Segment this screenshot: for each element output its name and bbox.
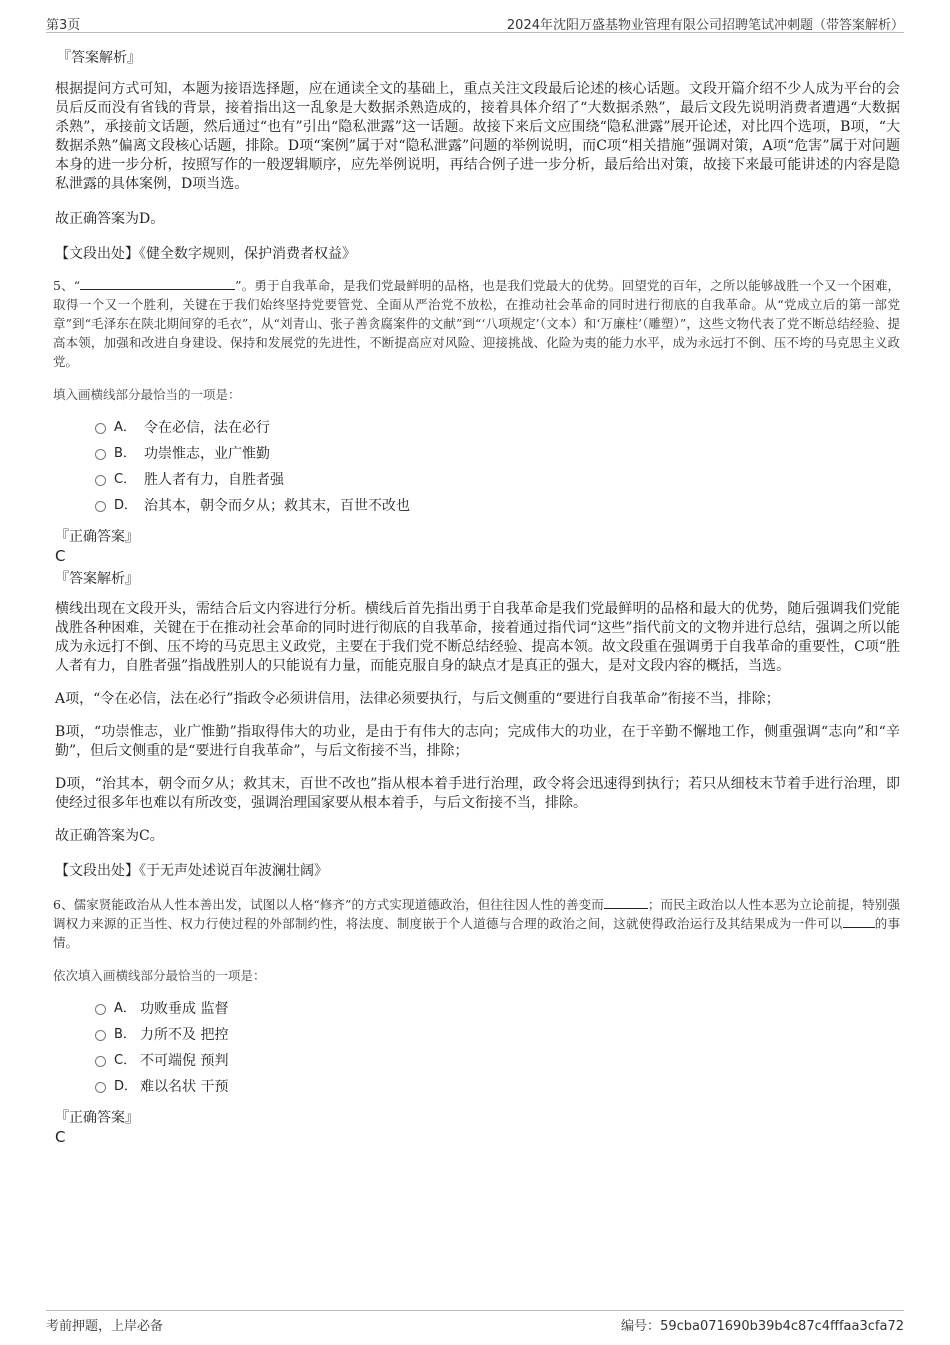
page-number: 第3页 xyxy=(46,18,81,33)
radio-button[interactable] xyxy=(95,1030,106,1041)
code-value: 59cba071690b39b4c87c4fffaa3cfa72 xyxy=(660,1319,904,1334)
code-label: 编号： xyxy=(621,1319,661,1334)
option-text: 令在必信，法在必行 xyxy=(144,420,270,436)
question-5-prefix: 5、“ xyxy=(53,278,81,293)
answer-label: 『正确答案』 xyxy=(55,1110,139,1126)
q5-analysis-paragraph: A项，“令在必信，法在必行”指政令必须讲信用，法律必须要执行，与后文侧重的“要进行自我革命”衔接不当，排除； xyxy=(55,691,780,707)
correct-answer: C xyxy=(55,547,66,565)
q6-option-a[interactable] xyxy=(95,996,900,1022)
analysis-label: 『答案解析』 xyxy=(57,50,141,66)
option-text: 功崇惟志，业广惟勤 xyxy=(144,446,270,462)
question-6-blank-1 xyxy=(604,896,648,909)
option-text: 不可端倪 预判 xyxy=(140,1053,229,1069)
option-letter: B． xyxy=(114,446,136,461)
q5-source: 【文段出处】《于无声处述说百年波澜壮阔》 xyxy=(55,863,328,879)
footer-slogan: 考前押题，上岸必备 xyxy=(46,1319,164,1334)
source: 【文段出处】《健全数字规则，保护消费者权益》 xyxy=(55,246,356,262)
q5-analysis-paragraph: 横线出现在文段开头，需结合后文内容进行分析。横线后首先指出勇于自我革命是我们党最鲜明的品格和最大的优势，随后强调我们党能战胜各种困难，关键在于在推动社会革命的同时进行彻底的自我革命，接着通过指代词“这些”指代前文的文物并进行总结，强调之所以能成为永远打不倒、压不垮的马克思主义政党，主要在于我们党不断总结经验、提高本领。故文段重在强调勇于自我革命的重要性，C项“胜人者有力，自胜者强”指战胜别人的只能说有力量，而能克服自身的缺点才是真正的强大，是对文段内容的概括，当选。 xyxy=(55,601,900,674)
conclusion: 故正确答案为D。 xyxy=(55,211,165,227)
option-text: 难以名状 干预 xyxy=(140,1079,229,1095)
radio-button[interactable] xyxy=(95,1004,106,1015)
radio-button[interactable] xyxy=(95,1056,106,1067)
question-6-part1: 6、儒家贤能政治从人性本善出发，试图以人格“修齐”的方式实现道德政治，但往往因人性的善变而 xyxy=(53,897,604,912)
q5-option-d[interactable] xyxy=(95,493,900,519)
q5-option-c[interactable] xyxy=(95,467,900,493)
q6-option-b[interactable] xyxy=(95,1022,900,1048)
option-letter: B． xyxy=(114,1027,136,1042)
option-text: 力所不及 把控 xyxy=(140,1027,229,1043)
page-header xyxy=(46,12,904,33)
option-letter: C． xyxy=(114,472,137,487)
option-letter: D． xyxy=(114,1079,138,1094)
radio-button[interactable] xyxy=(95,1082,106,1093)
question-5-stem xyxy=(53,276,900,371)
q5-conclusion: 故正确答案为C。 xyxy=(55,828,164,844)
question-5-text: ”。勇于自我革命，是我们党最鲜明的品格，也是我们党最大的优势。回望党的百年，之所以能够战胜一个又一个困难，取得一个又一个胜利，关键在于我们始终坚持党要管党、全面从严治党不放松，在推动社会革命的同时进行彻底的自我革命。从“党成立后的第一部党章”到“毛泽东在陕北期间穿的毛衣”，从“刘青山、张子善贪腐案件的文献”到“‘八项规定’（文本）和‘万廉柱’（雕塑）”，这些文物代表了党不断总结经验、提高本领，加强和改进自身建设、保持和发展党的先进性，不断提高应对风险、迎接挑战、化险为夷的能力水平，成为永远打不倒、压不垮的马克思主义政党。 xyxy=(53,278,900,369)
option-letter: D． xyxy=(114,498,138,513)
question-6-part3: 的事情。 xyxy=(53,916,900,950)
option-text: 功败垂成 监督 xyxy=(140,1001,229,1017)
option-text: 治其本，朝令而夕从；救其末，百世不改也 xyxy=(144,498,410,514)
q5-option-a[interactable] xyxy=(95,415,900,441)
q6-option-d[interactable] xyxy=(95,1074,900,1100)
answer-label: 『正确答案』 xyxy=(55,529,139,545)
question-6-prompt: 依次填入画横线部分最恰当的一项是： xyxy=(53,968,266,983)
radio-button[interactable] xyxy=(95,475,106,486)
question-5-blank xyxy=(80,277,235,290)
analysis-text: 根据提问方式可知，本题为接语选择题，应在通读全文的基础上，重点关注文段最后论述的核心话题。文段开篇介绍不少人成为平台的会员后反而没有省钱的背景，接着指出这一乱象是大数据杀熟造成的，接着具体介绍了“大数据杀熟”，最后文段先说明消费者遭遇“大数据杀熟”，承接前文话题，然后通过“也有”引出“隐私泄露”这一话题。故接下来后文应围绕“隐私泄露”展开论述，对比四个选项，B项，“大数据杀熟”偏离文段核心话题，排除。D项“案例”属于对“隐私泄露”问题的举例说明，而C项“相关措施”强调对策，A项“危害”属于对问题本身的进一步分析，按照写作的一般逻辑顺序，应先举例说明，再结合例子进一步分析，最后给出对策，故接下来最可能讲述的内容是隐私泄露的具体案例，D项当选。 xyxy=(55,81,900,192)
radio-button[interactable] xyxy=(95,423,106,434)
radio-button[interactable] xyxy=(95,501,106,512)
document-title: 2024年沈阳万盛基物业管理有限公司招聘笔试冲刺题（带答案解析） xyxy=(506,18,904,33)
radio-button[interactable] xyxy=(95,449,106,460)
question-6-options xyxy=(55,996,900,1100)
option-letter: A． xyxy=(114,1001,136,1016)
option-letter: C． xyxy=(114,1053,137,1068)
document-code xyxy=(621,1315,904,1334)
q5-option-b[interactable] xyxy=(95,441,900,467)
page-footer xyxy=(46,1310,904,1335)
question-6-stem xyxy=(53,895,900,952)
question-6-blank-2 xyxy=(843,915,875,928)
q5-analysis-paragraph: B项，“功崇惟志，业广惟勤”指取得伟大的功业，是由于有伟大的志向；完成伟大的功业，在于辛勤不懈地工作，侧重强调“志向”和“辛勤”，但后文侧重的是“要进行自我革命”，与后文衔接不当，排除； xyxy=(55,724,900,759)
analysis-label: 『答案解析』 xyxy=(55,571,139,587)
question-5-options xyxy=(55,415,900,519)
q6-option-c[interactable] xyxy=(95,1048,900,1074)
question-6-part2: ；而民主政治以人性本恶为立论前提，特别强调权力来源的正当性、权力行使过程的外部制约性，将法度、制度嵌于个人道德与合理的政治之间，这就使得政治运行及其结果成为一件可以 xyxy=(53,897,900,931)
q5-analysis-paragraph: D项，“治其本，朝令而夕从；救其末，百世不改也”指从根本着手进行治理，政令将会迅速得到执行；若只从细枝末节着手进行治理，即使经过很多年也难以有所改变，强调治理国家要从根本着手，与后文衔接不当，排除。 xyxy=(55,776,900,811)
correct-answer: C xyxy=(55,1128,66,1146)
option-letter: A． xyxy=(114,420,136,435)
option-text: 胜人者有力，自胜者强 xyxy=(144,472,284,488)
question-5-prompt: 填入画横线部分最恰当的一项是： xyxy=(53,387,241,402)
page-content xyxy=(55,48,900,1146)
